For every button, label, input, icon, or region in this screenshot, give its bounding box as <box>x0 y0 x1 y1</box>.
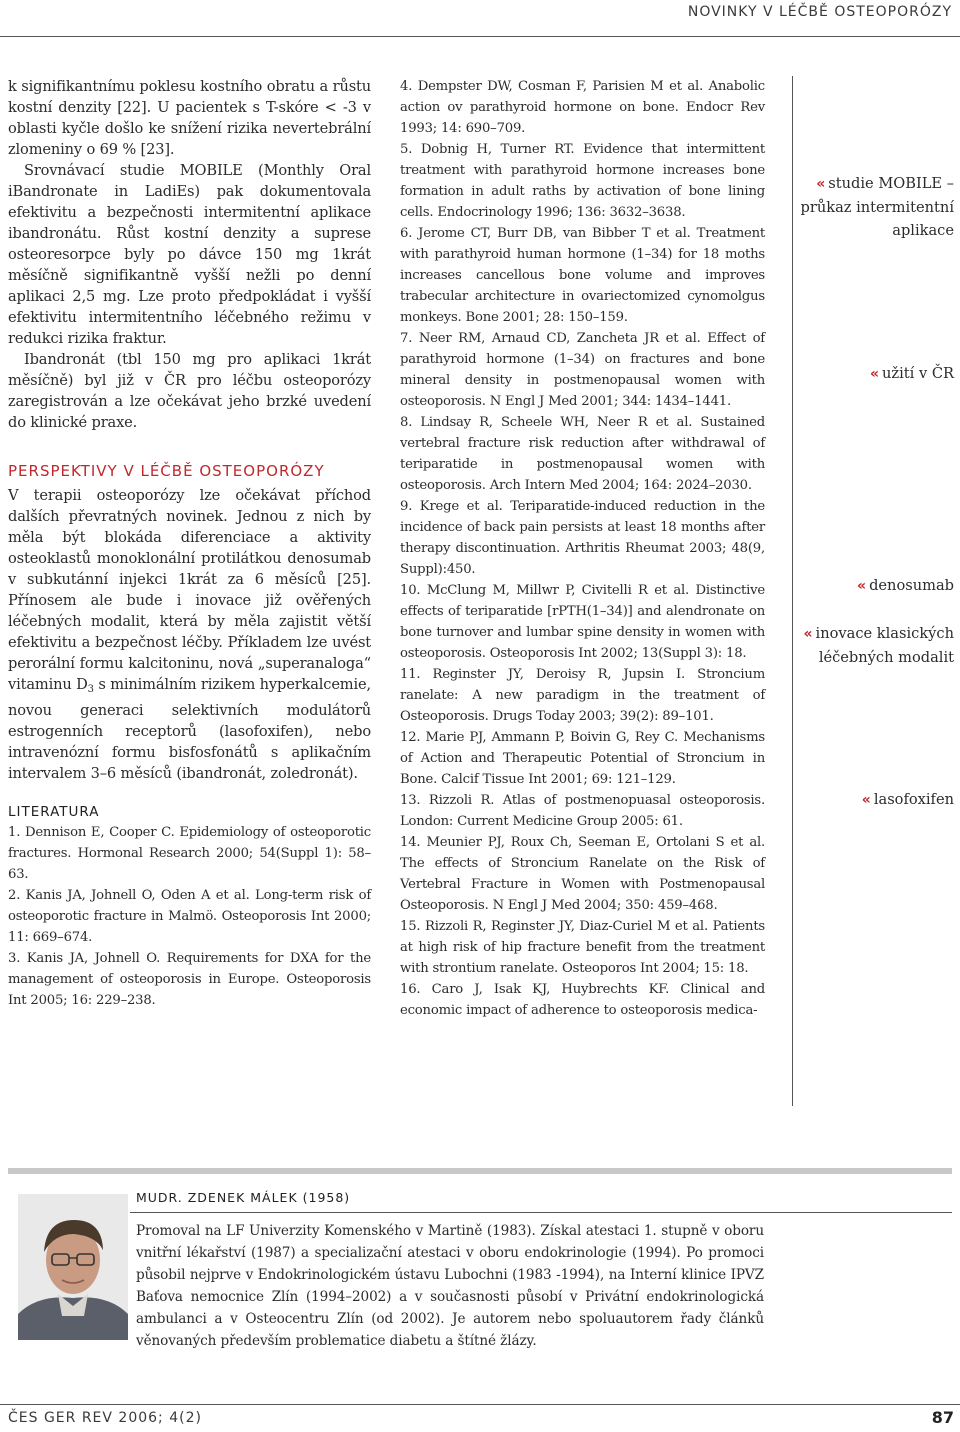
margin-note-denosumab: « denosumab <box>857 577 954 594</box>
author-box <box>8 1168 952 1374</box>
reference-item: 15. Rizzoli R, Reginster JY, Diaz-Curiel M et al. Patients at high risk of hip fracture benefit from the treatment with strontium ranelate. Osteoporos Int 2004; 15: 18. <box>400 919 765 976</box>
paragraph-4-part-2: s minimálním rizikem hyperkalcemie, novou generaci selektivních modulátorů estrogenních receptorů (lasofoxifen), nebo intravenózní formu bisfosfonátů s aplikačním intervalem 3–6 měsíců (ibandronát, zoledronát). <box>8 676 371 782</box>
reference-item: 1. Dennison E, Cooper C. Epidemiology of osteoporotic fractures. Hormonal Research 2000; 54(Suppl 1): 58–63. <box>8 825 371 882</box>
header-rule <box>0 36 960 37</box>
author-rule <box>130 1212 952 1213</box>
paragraph-3: Ibandronát (tbl 150 mg pro aplikaci 1krát měsíčně) byl již v ČR pro léčbu osteoporózy zaregistrován a lze očekávat jeho brzké uvedení do klinické praxe. <box>8 351 371 431</box>
double-chevron-left-icon: « <box>861 792 871 808</box>
margin-divider <box>792 76 793 1106</box>
reference-item: 4. Dempster DW, Cosman F, Parisien M et al. Anabolic action ov parathyroid hormone on bone. Endocr Rev 1993; 14: 690–709. <box>400 79 765 136</box>
margin-note-mobile: « studie MOBILE – průkaz intermitentní aplikace <box>800 175 954 239</box>
author-photo <box>18 1194 128 1340</box>
section-heading-perspektivy: PERSPEKTIVY V LÉČBĚ OSTEOPORÓZY <box>8 462 325 480</box>
reference-item: 2. Kanis JA, Johnell O, Oden A et al. Long-term risk of osteoporotic fracture in Malmö. Osteoporosis Int 2000; 11: 669–674. <box>8 888 371 945</box>
footer-rule <box>0 1404 960 1405</box>
author-name: MUDR. ZDENEK MÁLEK (1958) <box>136 1190 351 1205</box>
reference-item: 16. Caro J, Isak KJ, Huybrechts KF. Clinical and economic impact of adherence to osteoporosis medica- <box>400 982 765 1018</box>
reference-item: 5. Dobnig H, Turner RT. Evidence that intermittent treatment with parathyroid hormone increases bone formation in adult raths by activation of bone lining cells. Endocrinology 1996; 136: 3632–3638. <box>400 142 765 220</box>
author-bio: Promoval na LF Univerzity Komenského v Martině (1983). Získal atestaci 1. stupně v oboru vnitřní lékařství (1987) a specializační atestaci v oboru endokrinologie (1994). Po promoci působil nejprve v Endokrinologickém ústavu Lubochni (1983 -1994), na Interní klinice IPVZ Baťova nemocnice Zlín (1994–2002) a v současnosti působí v Privátní endokrinologická ambulanci a v Osteocentru Zlín (od 2002). Je autorem nebo spoluautorem řady článků věnovaných především problematice diabetu a štítné žlázy. <box>136 1223 764 1349</box>
paragraph-1: k signifikantnímu poklesu kostního obratu a růstu kostní denzity [22]. U pacientek s T-skóre < -3 v oblasti kyčle došlo ke snížení rizika nevertebrální zlomeniny o 69 % [23]. <box>8 78 371 158</box>
reference-item: 14. Meunier PJ, Roux Ch, Seeman E, Ortolani S et al. The effects of Stroncium Ranelate on the Risk of Vertebral Fracture in Women with Postmenopausal Osteoporosis. N Engl J Med 2004; 350: 459–468. <box>400 835 765 913</box>
reference-item: 6. Jerome CT, Burr DB, van Bibber T et al. Treatment with parathyroid human hormone (1–34) for 18 moths increases cancellous bone volume and improves trabecular architecture in ovariectomized cynomolgus monkeys. Bone 2001; 28: 150–159. <box>400 226 765 325</box>
paragraph-2: Srovnávací studie MOBILE (Monthly Oral iBandronate in LadiEs) pak dokumentovala efektivitu a bezpečnosti intermitentní aplikace ibandronátu. Růst kostní denzity a suprese osteoresorpce byly po dávce 150 mg 1krát měsíčně signifikantně vyšší nežli po denní aplikaci 2,5 mg. Lze proto předpokládat i vyšší efektivitu intermitentního léčebného režimu v redukci rizika fraktur. <box>8 162 371 347</box>
page-number: 87 <box>931 1408 954 1427</box>
subscript: 3 <box>87 684 94 695</box>
double-chevron-left-icon: « <box>803 626 813 642</box>
double-chevron-left-icon: « <box>816 176 826 192</box>
reference-item: 11. Reginster JY, Deroisy R, Jupsin I. Stroncium ranelate: A new paradigm in the treatment of Osteoporosis. Drugs Today 2003; 39(2): 89–101. <box>400 667 765 724</box>
reference-item: 10. McClung M, Millwr P, Civitelli R et al. Distinctive effects of teriparatide [rPTH(1–34)] and alendronate on bone turnover and lumbar spine density in women with osteoporosis. Osteoporosis Int 2002; 13(Suppl 3): 18. <box>400 583 765 661</box>
author-portrait-icon <box>18 1194 128 1340</box>
double-chevron-left-icon: « <box>869 366 880 382</box>
paragraph-4 <box>8 485 371 784</box>
double-chevron-left-icon: « <box>857 578 867 594</box>
margin-note-cr: « užití v ČR <box>869 365 954 382</box>
running-header <box>0 0 960 40</box>
left-column <box>8 76 371 1011</box>
reference-item: 9. Krege et al. Teriparatide-induced reduction in the incidence of back pain persists at least 18 months after therapy discontinuation. Arthritis Rheumat 2003; 48(9, Suppl):450. <box>400 499 765 577</box>
margin-note-inovace: « inovace klasických léčebných modalit <box>803 625 954 666</box>
journal-citation: ČES GER REV 2006; 4(2) <box>8 1410 202 1426</box>
paragraph-4-part-1: V terapii osteoporózy lze očekávat příchod dalších převratných novinek. Jednou z nich by měla být blokáda diferenciace a aktivity osteoklastů monoklonální protilátkou denosumab v subkutánní injekci 1krát za 6 měsíců [25]. Přínosem ale bude i inovace již ověřených léčebných modalit, která by měla zajistit větší efektivitu a bezpečnost léčby. Příkladem lze uvést perorální formu kalcitoninu, nová „superanaloga“ vitaminu D <box>8 487 371 693</box>
reference-item: 3. Kanis JA, Johnell O. Requirements for DXA for the management of osteoporosis in Europe. Osteoporosis Int 2005; 16: 229–238. <box>8 951 371 1008</box>
literature-heading: LITERATURA <box>8 804 100 820</box>
reference-item: 13. Rizzoli R. Atlas of postmenopuasal osteoporosis. London: Current Medicine Group 2005: 61. <box>400 793 765 829</box>
middle-column <box>400 76 765 1021</box>
reference-item: 7. Neer RM, Arnaud CD, Zancheta JR et al. Effect of parathyroid hormone (1–34) on fractures and bone mineral density in postmenopausal women with osteoporosis. N Engl J Med 2001; 344: 1434–1441. <box>400 331 765 409</box>
reference-item: 8. Lindsay R, Scheele WH, Neer R et al. Sustained vertebral fracture risk reduction after withdrawal of teriparatide in postmenopausal women with osteoporosis. Arch Intern Med 2004; 164: 2024–2030. <box>400 415 765 493</box>
reference-item: 12. Marie PJ, Ammann P, Boivin G, Rey C. Mechanisms of Action and Therapeutic Potential of Stroncium in Bone. Calcif Tissue Int 2001; 69: 121–129. <box>400 730 765 787</box>
header-title: NOVINKY V LÉČBĚ OSTEOPORÓZY <box>687 4 952 20</box>
margin-note-lasofoxifen: « lasofoxifen <box>861 791 954 808</box>
